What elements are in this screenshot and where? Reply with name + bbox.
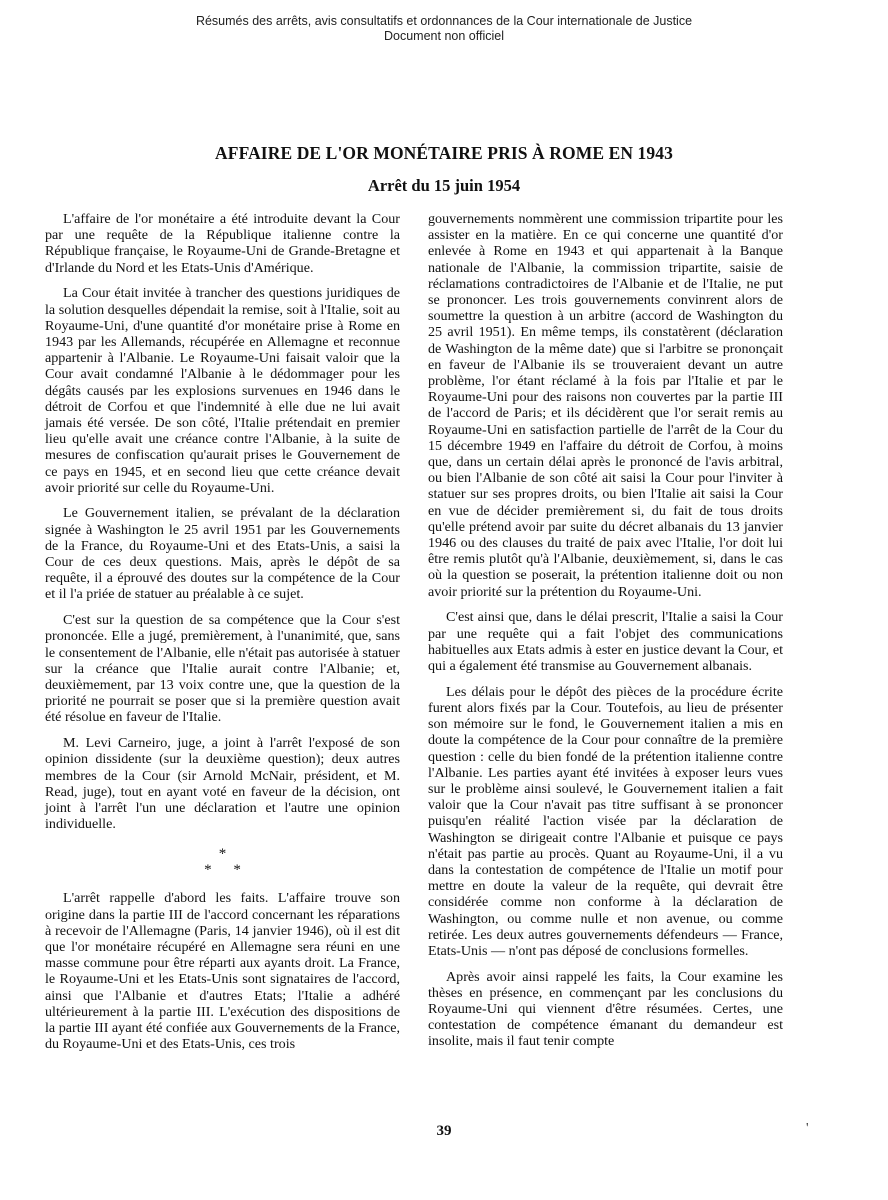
paragraph: C'est ainsi que, dans le délai prescrit, l'Italie a saisi la Cour par une requête qui a fait l'objet des communications habituelles aux Etats admis à ester en justice devant la Cour, et qui a également été transmise au Gouvernement albanais. [428,609,783,674]
paragraph: Le Gouvernement italien, se prévalant de la déclaration signée à Washington le 25 avril 1951 par les Gouvernements de la France, du Royaume-Uni et des Etats-Unis, a saisi la Cour de ces deux questions. Mais, après le dépôt de sa requête, il a éprouvé des doutes sur la compétence de la Cour et il l'a priée de statuer au préalable à ce sujet. [45,505,400,603]
left-column [45,211,400,1062]
section-separator-asterisks [45,846,400,878]
header-line-2: Document non officiel [384,29,504,43]
judgment-date: Arrêt du 15 juin 1954 [367,176,521,195]
case-title: AFFAIRE DE L'OR MONÉTAIRE PRIS À ROME EN 1943 [215,143,673,163]
margin-mark: ' [806,1121,809,1136]
paragraph: Les délais pour le dépôt des pièces de la procédure écrite furent alors fixés par la Cour. Toutefois, au lieu de présenter son mémoire sur le fond, le Gouvernement italien a mis en doute la compétence de la Cour pour connaître de la première question : celle du bien fondé de la prétention italienne contre l'Albanie. Les parties ayant été invitées à exposer leurs vues sur le problème ainsi soulevé, le Gouvernement italien a fait valoir que la Cour n'avait pas titre suffisant à se prononcer puisqu'en réalité l'action visée par la déclaration de Washington se dirigeait contre l'Albanie et puisque ce pays n'était pas partie au procès. Quant au Royaume-Uni, il a vu dans la contestation de compétence de l'Italie un motif pour mettre en doute la valeur de la requête, qui devrait être considérée comme non conforme à la déclaration de Washington, ou comme nulle et non avenue, ou comme retirée. Les deux autres gouvernements défendeurs — France, Etats-Unis — n'ont pas déposé de conclusions formelles. [428,683,783,959]
paragraph: M. Levi Carneiro, juge, a joint à l'arrêt l'exposé de son opinion dissidente (sur la deuxième question); deux autres membres de la Cour (sir Arnold McNair, président, et M. Read, juge), tout en ayant voté en faveur de la décision, ont joint à l'arrêt l'un une déclaration et l'autre une opinion individuelle. [45,735,400,833]
paragraph: C'est sur la question de sa compétence que la Cour s'est prononcée. Elle a jugé, premièrement, à l'unanimité, que, sans le consentement de l'Albanie, elle n'était pas autorisée à statuer sur la créance que l'Italie aurait contre l'Albanie; et, deuxièmement, par 13 voix contre une, que la question de la priorité ne pourrait se poser que si la première question avait été résolue en faveur de l'Italie. [45,612,400,726]
right-column [428,211,783,1059]
paragraph: La Cour était invitée à trancher des questions juridiques de la solution desquelles dépendait la remise, soit à l'Italie, soit au Royaume-Uni, d'une quantité d'or monétaire prise à Rome en 1943 par les Allemands, récupérée en Allemagne et reconnue appartenir à l'Albanie. Le Royaume-Uni faisait valoir que la Cour avait condamné l'Albanie à le dédommager pour les dégâts causés par les explosions survenues en 1946 dans le détroit de Corfou et que l'indemnité à elle due ne lui avait jamais été versée. De son côté, l'Italie prétendait en premier lieu qu'elle avait une créance contre l'Albanie, à la suite de mesures de confiscation qu'aurait prises le Gouvernement de ce pays en 1945, et en second lieu que cette créance devait avoir priorité sur celle du Royaume-Uni. [45,285,400,496]
asterisk-bottom: * * [204,862,241,879]
asterisk-top: * [218,846,227,863]
page-number: 39 [436,1123,452,1139]
paragraph: L'affaire de l'or monétaire a été introduite devant la Cour par une requête de la République italienne contre la République française, le Royaume-Uni de Grande-Bretagne et d'Irlande du Nord et les Etats-Unis d'Amérique. [45,211,400,276]
header-line-1: Résumés des arrêts, avis consultatifs et ordonnances de la Cour internationale de Justice [195,14,693,28]
page-header [0,14,888,44]
paragraph: L'arrêt rappelle d'abord les faits. L'affaire trouve son origine dans la partie III de l'accord concernant les réparations à recevoir de l'Allemagne (Paris, 14 janvier 1946), où il est dit que l'or monétaire récupéré en Allemagne sera réuni en une masse commune pour être réparti aux ayants droit. La France, le Royaume-Uni et les Etats-Unis sont signataires de l'accord, ainsi que l'Albanie et d'autres Etats; l'Italie a adhéré ultérieurement à la partie III. L'exécution des dispositions de la partie III ayant été confiée aux Gouvernements de la France, du Royaume-Uni et des Etats-Unis, ces trois [45,890,400,1053]
paragraph: gouvernements nommèrent une commission tripartite pour les assister en la matière. En ce qui concerne une quantité d'or enlevée à Rome en 1943 et qui appartenait à la Banque nationale de l'Albanie, la commission tripartite, saisie de réclamations contradictoires de l'Albanie et de l'Italie, ne put se prononcer. Les trois gouvernements convinrent alors de soumettre la question à un arbitre (accord de Washington du 25 avril 1951). En même temps, ils constatèrent (déclaration de Washington de la même date) que si l'arbitre se prononçait en faveur de l'Albanie ils se trouveraient devant un autre problème, l'or étant réclamé à la fois par l'Italie et par le Royaume-Uni pour des raisons non couvertes par la partie III de l'accord de Paris; et ils décidèrent que l'or serait remis au Royaume-Uni en satisfaction partielle de l'arrêt de la Cour du 15 décembre 1949 en l'affaire du détroit de Corfou, à moins que, dans un certain délai après le prononcé de l'avis arbitral, ou bien l'Albanie de son côté ait saisi la Cour pour l'inviter à statuer sur ses propres droits, ou bien l'Italie ait saisi la Cour en vue de décider premièrement si, du fait de tous droits qu'elle prétend avoir par suite du décret albanais du 13 janvier 1946 ou des clauses du traité de paix avec l'Italie, l'or doit lui être remis plutôt qu'à l'Albanie, deuxièmement, si, dans le cas où la question se poserait, la prétention italienne doit ou non avoir priorité sur la prétention du Royaume-Uni. [428,211,783,600]
paragraph: Après avoir ainsi rappelé les faits, la Cour examine les thèses en présence, en commençant par les conclusions du Royaume-Uni qui viennent d'être résumées. Certes, une contestation de compétence émanant du demandeur est insolite, mais il faut tenir compte [428,968,783,1050]
